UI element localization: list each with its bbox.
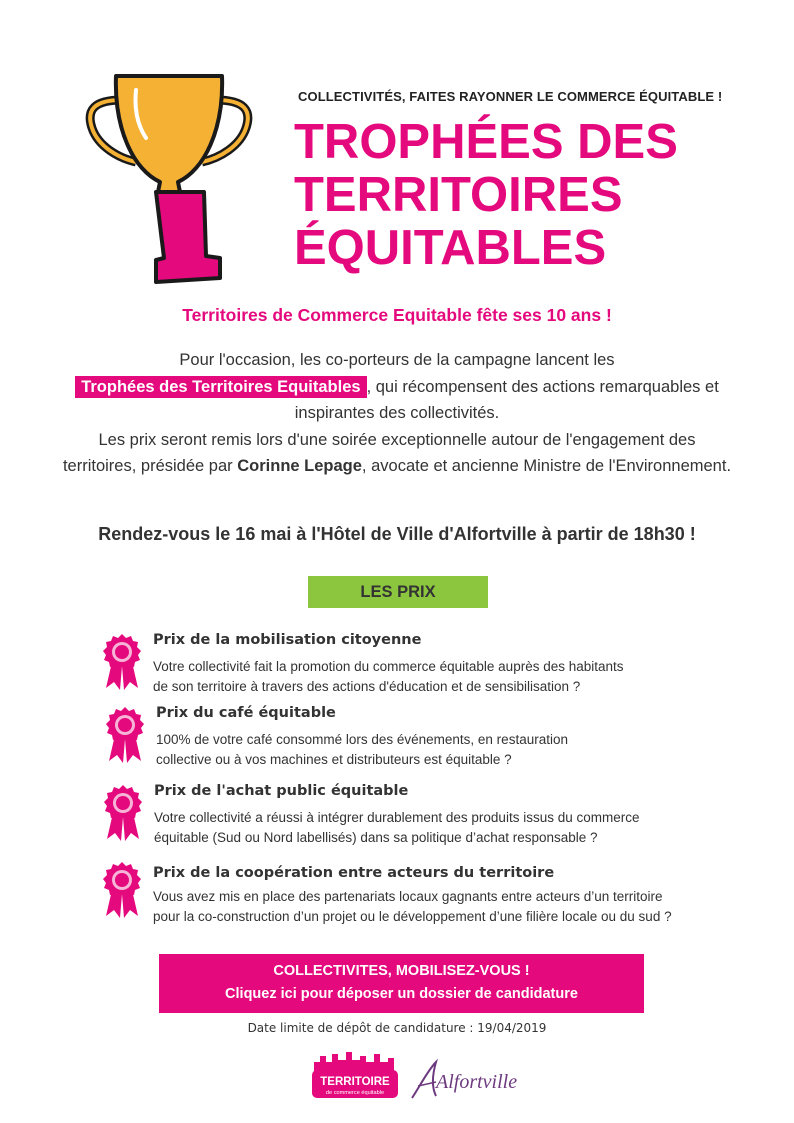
prize-desc-line: collective ou à vos machines et distributeurs est équitable ? <box>156 752 512 767</box>
prize-item <box>101 783 741 853</box>
award-rosette-icon <box>101 783 145 843</box>
prize-title: Prix de la mobilisation citoyenne <box>153 632 422 648</box>
rendezvous-line: Rendez-vous le 16 mai à l'Hôtel de Ville d'Alfortville à partir de 18h30 ! <box>98 524 696 544</box>
intro-paragraph <box>60 347 734 480</box>
prize-title: Prix de l'achat public équitable <box>154 783 409 799</box>
prize-item <box>100 632 740 702</box>
title-line-3: ÉQUITABLES <box>294 221 607 275</box>
subtitle: Territoires de Commerce Equitable fête ses 10 ans ! <box>182 305 612 325</box>
alfortville-logo <box>406 1056 536 1100</box>
award-rosette-icon <box>100 632 144 692</box>
cta-line-1: COLLECTIVITES, MOBILISEZ-VOUS ! <box>273 963 530 979</box>
prize-description <box>154 808 639 848</box>
deadline-text: Date limite de dépôt de candidature : 19/04/2019 <box>247 1021 547 1035</box>
intro-part-1: Pour l'occasion, les co-porteurs de la campagne lancent les <box>179 351 615 369</box>
prize-desc-line: de son territoire à travers des actions d'éducation et de sensibilisation ? <box>153 679 581 694</box>
award-rosette-icon <box>103 705 147 765</box>
intro-highlight: Trophées des Territoires Equitables <box>75 376 366 398</box>
title-line-2: TERRITOIRES <box>294 168 623 222</box>
prize-description <box>153 657 624 697</box>
prize-desc-line: Votre collectivité fait la promotion du commerce équitable auprès des habitants <box>153 659 624 674</box>
prize-title: Prix du café équitable <box>156 705 336 721</box>
prize-item <box>103 705 743 775</box>
cta-line-2: Cliquez ici pour déposer un dossier de candidature <box>225 986 578 1002</box>
candidature-button[interactable] <box>159 954 644 1013</box>
trophy-icon <box>84 70 254 290</box>
prize-desc-line: Vous avez mis en place des partenariats locaux gagnants entre acteurs d’un territoire <box>153 889 663 904</box>
prize-desc-line: Votre collectivité a réussi à intégrer durablement des produits issus du commerce <box>154 810 640 825</box>
intro-part-2: , qui récompensent des actions remarquables et inspirantes des collectivités. <box>294 377 719 422</box>
alfortville-logo-text: Alfortville <box>436 1071 518 1093</box>
prix-section-header: LES PRIX <box>308 576 488 608</box>
tagline: COLLECTIVITÉS, FAITES RAYONNER LE COMMERCE ÉQUITABLE ! <box>298 89 723 104</box>
title-line-1: TROPHÉES DES <box>294 115 678 169</box>
prize-desc-line: équitable (Sud ou Nord labellisés) dans sa politique d’achat responsable ? <box>154 830 598 845</box>
tce-logo-subtext: de commerce équitable <box>325 1090 385 1096</box>
prize-desc-line: 100% de votre café consommé lors des événements, en restauration <box>156 732 568 747</box>
intro-person: Corinne Lepage <box>237 457 362 475</box>
award-rosette-icon <box>100 860 144 920</box>
prize-title: Prix de la coopération entre acteurs du territoire <box>153 865 555 881</box>
intro-part-4: , avocate et ancienne Ministre de l'Environnement. <box>361 457 732 475</box>
prize-description <box>153 887 672 927</box>
tce-logo-text: TERRITOIRE <box>320 1076 390 1088</box>
intro-part-3: Les prix seront remis lors d'une soirée exceptionnelle autour de l'engagement des territoires, présidée par <box>62 430 696 475</box>
prize-description <box>156 730 568 770</box>
prize-item <box>100 860 740 930</box>
territoire-commerce-equitable-logo <box>310 1050 400 1100</box>
prize-desc-line: pour la co-construction d’un projet ou le développement d’une filière locale ou du sud ? <box>153 909 672 924</box>
page-title <box>294 116 764 275</box>
